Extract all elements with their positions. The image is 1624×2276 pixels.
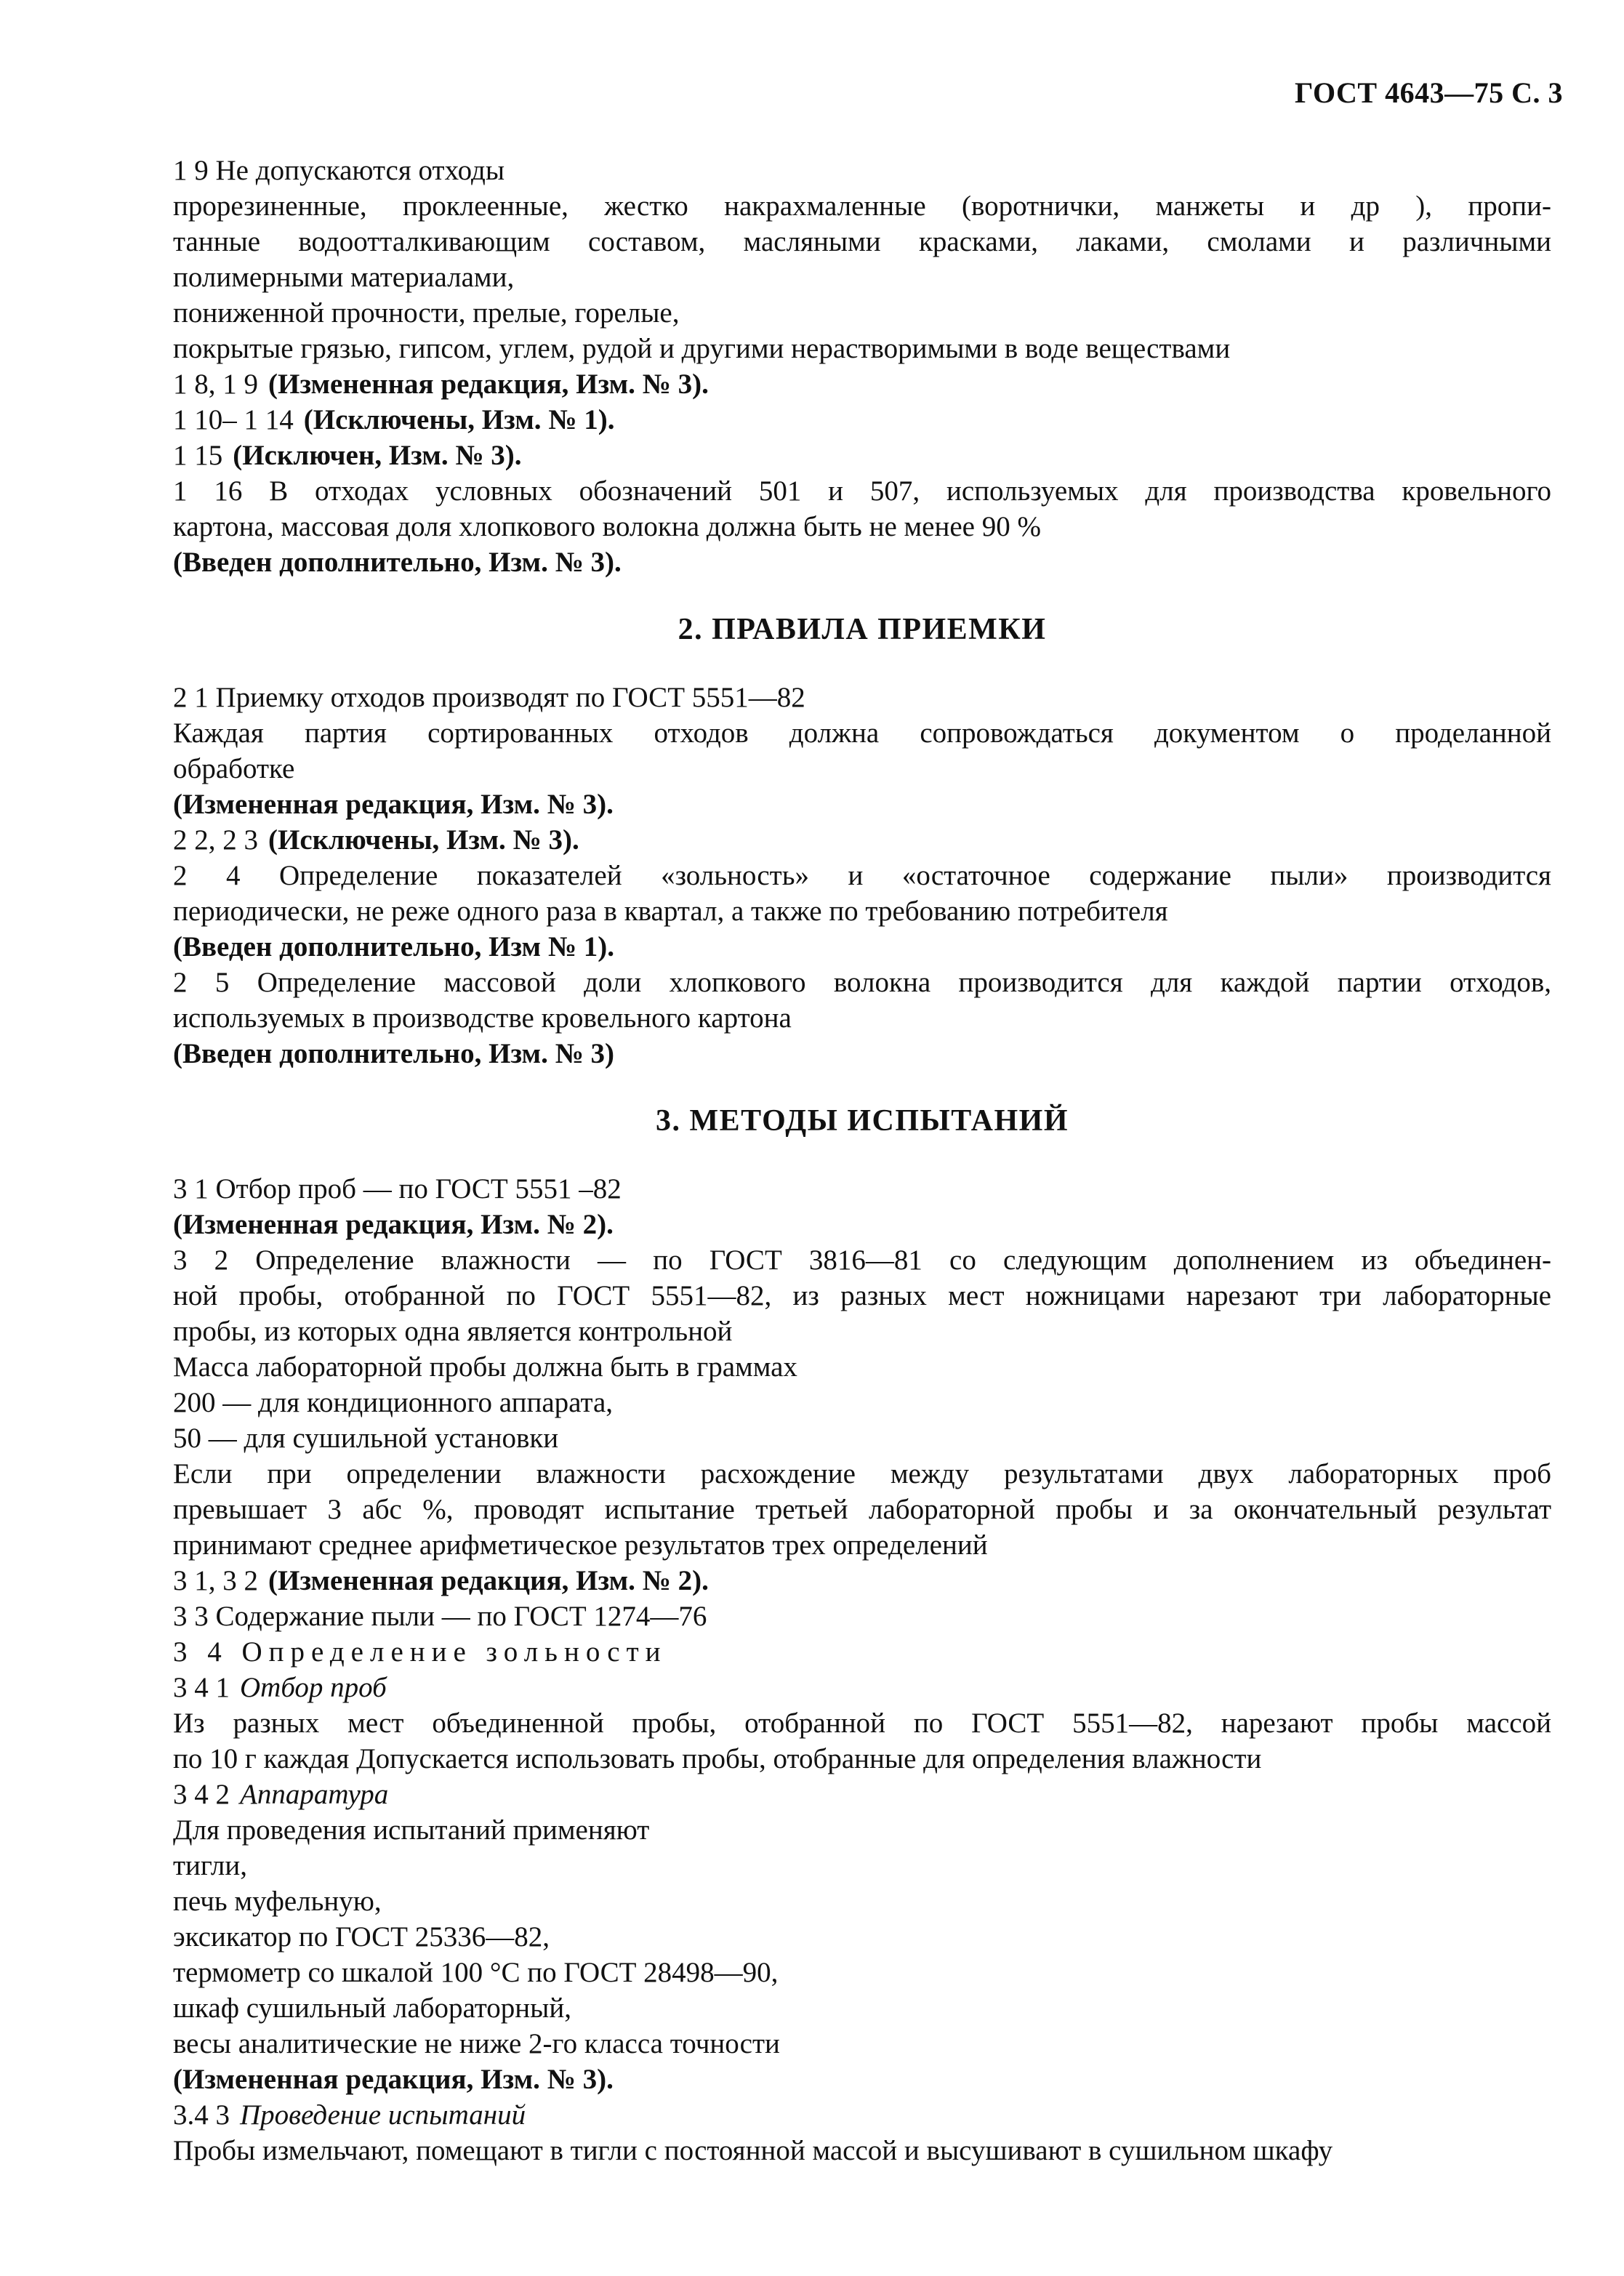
equipment-item: печь муфельную, bbox=[173, 1886, 382, 1917]
clause-2-1: 2 1 Приемку отходов производят по ГОСТ 5551—82 bbox=[173, 682, 805, 713]
amendment-1-10-1-14: 1 10– 1 14 (Исключены, Изм. № 1). bbox=[173, 404, 615, 435]
clause-3-2-line-9: принимают среднее арифметическое результатов трех определений bbox=[173, 1529, 988, 1561]
amendment-2-4: (Введен дополнительно, Изм № 1). bbox=[173, 931, 615, 962]
amendment-3-1: (Измененная редакция, Изм. № 2). bbox=[173, 1209, 614, 1240]
clause-2-4-line-1: 2 4 Определение показателей «зольность» и «остаточное содержание пыли» производится bbox=[173, 860, 1551, 891]
clause-3-2-line-3: пробы, из которых одна является контрольной bbox=[173, 1316, 733, 1347]
clause-1-16-line-1: 1 16 В отходах условных обозначений 501 и 507, используемых для производства кровельного bbox=[173, 475, 1551, 507]
amendment-1-8-1-9: 1 8, 1 9 (Измененная редакция, Изм. № 3). bbox=[173, 369, 709, 400]
clause-1-9-line-4: пониженной прочности, прелые, горелые, bbox=[173, 297, 680, 329]
clause-2-4-line-2: периодически, не реже одного раза в квартал, а также по требованию потребителя bbox=[173, 896, 1168, 927]
clause-1-16-line-2: картона, массовая доля хлопкового волокна должна быть не менее 90 % bbox=[173, 511, 1041, 542]
clause-2-1-line-2: Каждая партия сортированных отходов должна сопровождаться документом о проделанной bbox=[173, 717, 1551, 749]
clause-3-2-line-7: Если при определении влажности расхождение между результатами двух лабораторных проб bbox=[173, 1458, 1551, 1489]
clause-2-1-line-3: обработке bbox=[173, 753, 295, 784]
section-3-title: 3. МЕТОДЫ ИСПЫТАНИЙ bbox=[656, 1104, 1069, 1138]
equipment-item: термометр со шкалой 100 °С по ГОСТ 28498—90, bbox=[173, 1957, 779, 1988]
clause-3-4-1-line-1: Из разных мест объединенной пробы, отобранной по ГОСТ 5551—82, нарезают пробы массой bbox=[173, 1708, 1551, 1739]
document-body bbox=[173, 153, 1551, 2168]
clause-1-9-line-5: покрытые грязью, гипсом, углем, рудой и другими нерастворимыми в воде веществами bbox=[173, 333, 1231, 364]
clause-3-2-line-6: 50 — для сушильной установки bbox=[173, 1423, 559, 1454]
clause-2-5-line-2: используемых в производстве кровельного картона bbox=[173, 1002, 792, 1034]
clause-3-2-line-8: превышает 3 абс %, проводят испытание третьей лабораторной пробы и за окончательный результат bbox=[173, 1494, 1551, 1525]
clause-3-2-line-4: Масса лабораторной пробы должна быть в граммах bbox=[173, 1351, 797, 1383]
amendment-3-1-3-2: 3 1, 3 2 (Измененная редакция, Изм. № 2). bbox=[173, 1565, 709, 1596]
clause-3-4-2: 3 4 2 Аппаратура bbox=[173, 1779, 389, 1810]
clause-3-2-line-2: ной пробы, отобранной по ГОСТ 5551—82, из разных мест ножницами нарезают три лабораторные bbox=[173, 1280, 1551, 1311]
clause-3-4: 3 4 Определение зольности bbox=[173, 1636, 667, 1668]
clause-3-2-line-5: 200 — для кондиционного аппарата, bbox=[173, 1387, 614, 1418]
clause-3-1: 3 1 Отбор проб — по ГОСТ 5551 –82 bbox=[173, 1173, 622, 1205]
clause-1-9-line-1: прорезиненные, проклеенные, жестко накрахмаленные (воротнички, манжеты и др ), пропи- bbox=[173, 190, 1551, 222]
clause-3-4-1: 3 4 1 Отбор проб bbox=[173, 1672, 387, 1703]
clause-3-4-3: 3.4 3 Проведение испытаний bbox=[173, 2099, 526, 2131]
equipment-item: шкаф сушильный лабораторный, bbox=[173, 1992, 571, 2024]
amendment-1-15: 1 15 (Исключен, Изм. № 3). bbox=[173, 440, 522, 471]
equipment-item: тигли, bbox=[173, 1850, 248, 1881]
clause-1-9-line-2: танные водоотталкивающим составом, масляными красками, лаками, смолами и различными bbox=[173, 226, 1551, 257]
amendment-1-16: (Введен дополнительно, Изм. № 3). bbox=[173, 547, 622, 578]
amendment-2-1: (Измененная редакция, Изм. № 3). bbox=[173, 789, 614, 820]
clause-3-4-3-line-1: Пробы измельчают, помещают в тигли с постоянной массой и высушивают в сушильном шкафу bbox=[173, 2135, 1333, 2166]
clause-3-2-line-1: 3 2 Определение влажности — по ГОСТ 3816—81 со следующим дополнением из объединен- bbox=[173, 1244, 1551, 1276]
clause-2-5-line-1: 2 5 Определение массовой доли хлопкового волокна производится для каждой партии отходов, bbox=[173, 967, 1551, 998]
page-header: ГОСТ 4643—75 С. 3 bbox=[1294, 76, 1563, 109]
equipment-item: весы аналитические не ниже 2-го класса точности bbox=[173, 2028, 780, 2059]
clause-1-9-title: 1 9 Не допускаются отходы bbox=[173, 155, 505, 186]
clause-3-4-2-intro: Для проведения испытаний применяют bbox=[173, 1814, 650, 1846]
clause-3-4-1-line-2: по 10 г каждая Допускается использовать пробы, отобранные для определения влажности bbox=[173, 1743, 1262, 1774]
clause-1-9-line-3: полимерными материалами, bbox=[173, 262, 515, 293]
section-2-title: 2. ПРАВИЛА ПРИЕМКИ bbox=[678, 613, 1047, 646]
equipment-item: эксикатор по ГОСТ 25336—82, bbox=[173, 1921, 550, 1953]
amendment-3-4-2: (Измененная редакция, Изм. № 3). bbox=[173, 2064, 614, 2095]
clause-3-3: 3 3 Содержание пыли — по ГОСТ 1274—76 bbox=[173, 1601, 707, 1632]
amendment-2-5: (Введен дополнительно, Изм. № 3) bbox=[173, 1038, 615, 1069]
equipment-list bbox=[173, 1848, 1551, 2062]
amendment-2-2-2-3: 2 2, 2 3 (Исключены, Изм. № 3). bbox=[173, 824, 579, 856]
